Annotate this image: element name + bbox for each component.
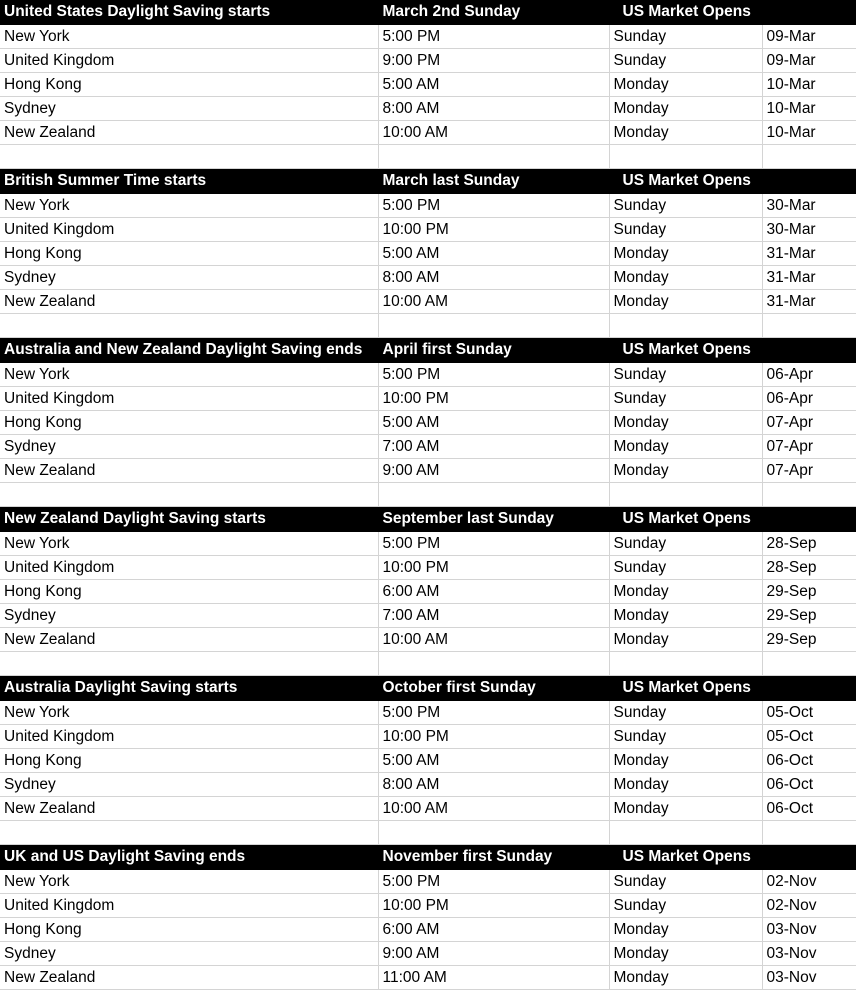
empty-cell[interactable]: [378, 145, 609, 169]
table-row: [0, 363, 856, 387]
day-cell[interactable]: Monday: [609, 242, 762, 266]
section-title-cell[interactable]: British Summer Time starts: [0, 169, 378, 194]
empty-cell[interactable]: [609, 145, 762, 169]
section-rule-cell[interactable]: October first Sunday: [378, 676, 609, 701]
empty-cell[interactable]: [762, 483, 856, 507]
market-opens-cell[interactable]: US Market Opens: [609, 169, 856, 194]
time-cell[interactable]: 9:00 AM: [378, 459, 609, 483]
city-cell[interactable]: United Kingdom: [0, 725, 378, 749]
section-title-cell[interactable]: UK and US Daylight Saving ends: [0, 845, 378, 870]
city-cell[interactable]: New Zealand: [0, 797, 378, 821]
date-cell[interactable]: 06-Oct: [762, 773, 856, 797]
table-row: [0, 290, 856, 314]
empty-cell[interactable]: [0, 145, 378, 169]
city-cell[interactable]: Hong Kong: [0, 580, 378, 604]
day-cell[interactable]: Monday: [609, 73, 762, 97]
table-row: [0, 266, 856, 290]
city-cell[interactable]: United Kingdom: [0, 556, 378, 580]
market-opens-cell[interactable]: US Market Opens: [609, 507, 856, 532]
empty-cell[interactable]: [762, 821, 856, 845]
city-cell[interactable]: Sydney: [0, 773, 378, 797]
table-row: [0, 242, 856, 266]
time-cell[interactable]: 9:00 PM: [378, 49, 609, 73]
empty-cell[interactable]: [762, 145, 856, 169]
day-cell[interactable]: Monday: [609, 797, 762, 821]
table-row: [0, 121, 856, 145]
empty-cell[interactable]: [378, 652, 609, 676]
date-cell[interactable]: 03-Nov: [762, 942, 856, 966]
date-cell[interactable]: 07-Apr: [762, 435, 856, 459]
blank-row: [0, 821, 856, 845]
table-row: [0, 749, 856, 773]
blank-row: [0, 314, 856, 338]
empty-cell[interactable]: [762, 314, 856, 338]
section-rule-cell[interactable]: September last Sunday: [378, 507, 609, 532]
date-cell[interactable]: 06-Oct: [762, 797, 856, 821]
time-cell[interactable]: 6:00 AM: [378, 918, 609, 942]
day-cell[interactable]: Monday: [609, 411, 762, 435]
time-cell[interactable]: 8:00 AM: [378, 773, 609, 797]
time-cell[interactable]: 5:00 AM: [378, 411, 609, 435]
city-cell[interactable]: Sydney: [0, 266, 378, 290]
time-cell[interactable]: 5:00 PM: [378, 25, 609, 49]
date-cell[interactable]: 31-Mar: [762, 242, 856, 266]
city-cell[interactable]: United Kingdom: [0, 387, 378, 411]
date-cell[interactable]: 05-Oct: [762, 701, 856, 725]
day-cell[interactable]: Monday: [609, 266, 762, 290]
table-row: [0, 966, 856, 990]
day-cell[interactable]: Monday: [609, 290, 762, 314]
blank-row: [0, 483, 856, 507]
day-cell[interactable]: Monday: [609, 580, 762, 604]
empty-cell[interactable]: [0, 821, 378, 845]
section-header-row: [0, 845, 856, 870]
day-cell[interactable]: Sunday: [609, 194, 762, 218]
time-cell[interactable]: 5:00 AM: [378, 73, 609, 97]
time-cell[interactable]: 8:00 AM: [378, 266, 609, 290]
section-rule-cell[interactable]: March last Sunday: [378, 169, 609, 194]
date-cell[interactable]: 10-Mar: [762, 97, 856, 121]
table-row: [0, 218, 856, 242]
time-cell[interactable]: 5:00 PM: [378, 701, 609, 725]
city-cell[interactable]: Sydney: [0, 942, 378, 966]
city-cell[interactable]: New Zealand: [0, 121, 378, 145]
time-cell[interactable]: 5:00 AM: [378, 749, 609, 773]
time-cell[interactable]: 10:00 PM: [378, 387, 609, 411]
day-cell[interactable]: Sunday: [609, 532, 762, 556]
date-cell[interactable]: 09-Mar: [762, 25, 856, 49]
time-cell[interactable]: 10:00 PM: [378, 556, 609, 580]
day-cell[interactable]: Sunday: [609, 363, 762, 387]
day-cell[interactable]: Monday: [609, 966, 762, 990]
section-rule-cell[interactable]: April first Sunday: [378, 338, 609, 363]
empty-cell[interactable]: [609, 483, 762, 507]
city-cell[interactable]: Hong Kong: [0, 242, 378, 266]
time-cell[interactable]: 10:00 AM: [378, 121, 609, 145]
time-cell[interactable]: 5:00 PM: [378, 532, 609, 556]
empty-cell[interactable]: [378, 821, 609, 845]
table-row: [0, 580, 856, 604]
table-row: [0, 725, 856, 749]
city-cell[interactable]: New York: [0, 701, 378, 725]
date-cell[interactable]: 30-Mar: [762, 218, 856, 242]
table-row: [0, 49, 856, 73]
table-row: [0, 942, 856, 966]
day-cell[interactable]: Monday: [609, 435, 762, 459]
table-row: [0, 194, 856, 218]
section-title-cell[interactable]: United States Daylight Saving starts: [0, 0, 378, 25]
table-row: [0, 894, 856, 918]
section-header-row: [0, 169, 856, 194]
date-cell[interactable]: 09-Mar: [762, 49, 856, 73]
section-title-cell[interactable]: Australia and New Zealand Daylight Saving ends: [0, 338, 378, 363]
city-cell[interactable]: United Kingdom: [0, 49, 378, 73]
table-row: [0, 25, 856, 49]
day-cell[interactable]: Sunday: [609, 556, 762, 580]
table-row: [0, 73, 856, 97]
day-cell[interactable]: Monday: [609, 749, 762, 773]
section-rule-cell[interactable]: November first Sunday: [378, 845, 609, 870]
date-cell[interactable]: 28-Sep: [762, 532, 856, 556]
empty-cell[interactable]: [609, 314, 762, 338]
date-cell[interactable]: 10-Mar: [762, 73, 856, 97]
table-row: [0, 97, 856, 121]
city-cell[interactable]: United Kingdom: [0, 218, 378, 242]
date-cell[interactable]: 31-Mar: [762, 290, 856, 314]
day-cell[interactable]: Sunday: [609, 49, 762, 73]
time-cell[interactable]: 10:00 AM: [378, 797, 609, 821]
market-opens-cell[interactable]: US Market Opens: [609, 676, 856, 701]
date-cell[interactable]: 28-Sep: [762, 556, 856, 580]
time-cell[interactable]: 10:00 AM: [378, 290, 609, 314]
table-row: [0, 773, 856, 797]
time-cell[interactable]: 10:00 PM: [378, 894, 609, 918]
city-cell[interactable]: Hong Kong: [0, 749, 378, 773]
city-cell[interactable]: New York: [0, 25, 378, 49]
section-header-row: [0, 676, 856, 701]
section-title-cell[interactable]: New Zealand Daylight Saving starts: [0, 507, 378, 532]
time-cell[interactable]: 9:00 AM: [378, 942, 609, 966]
day-cell[interactable]: Sunday: [609, 218, 762, 242]
day-cell[interactable]: Monday: [609, 459, 762, 483]
blank-row: [0, 652, 856, 676]
time-cell[interactable]: 5:00 PM: [378, 870, 609, 894]
day-cell[interactable]: Sunday: [609, 25, 762, 49]
table-row: [0, 532, 856, 556]
city-cell[interactable]: New Zealand: [0, 459, 378, 483]
date-cell[interactable]: 06-Apr: [762, 387, 856, 411]
date-cell[interactable]: 06-Oct: [762, 749, 856, 773]
table-row: [0, 870, 856, 894]
day-cell[interactable]: Sunday: [609, 701, 762, 725]
section-rule-cell[interactable]: March 2nd Sunday: [378, 0, 609, 25]
city-cell[interactable]: New York: [0, 194, 378, 218]
time-cell[interactable]: 11:00 AM: [378, 966, 609, 990]
time-cell[interactable]: 7:00 AM: [378, 435, 609, 459]
date-cell[interactable]: 29-Sep: [762, 604, 856, 628]
table-row: [0, 628, 856, 652]
city-cell[interactable]: New York: [0, 870, 378, 894]
market-opens-cell[interactable]: US Market Opens: [609, 338, 856, 363]
date-cell[interactable]: 29-Sep: [762, 580, 856, 604]
section-header-row: [0, 507, 856, 532]
empty-cell[interactable]: [0, 314, 378, 338]
empty-cell[interactable]: [762, 652, 856, 676]
section-header-row: [0, 0, 856, 25]
city-cell[interactable]: Hong Kong: [0, 411, 378, 435]
day-cell[interactable]: Sunday: [609, 725, 762, 749]
table-row: [0, 556, 856, 580]
city-cell[interactable]: New Zealand: [0, 966, 378, 990]
time-cell[interactable]: 7:00 AM: [378, 604, 609, 628]
table-row: [0, 387, 856, 411]
time-cell[interactable]: 5:00 PM: [378, 363, 609, 387]
blank-row: [0, 145, 856, 169]
section-title-cell[interactable]: Australia Daylight Saving starts: [0, 676, 378, 701]
date-cell[interactable]: 10-Mar: [762, 121, 856, 145]
table-row: [0, 701, 856, 725]
date-cell[interactable]: 02-Nov: [762, 870, 856, 894]
day-cell[interactable]: Monday: [609, 121, 762, 145]
city-cell[interactable]: Hong Kong: [0, 918, 378, 942]
city-cell[interactable]: United Kingdom: [0, 894, 378, 918]
date-cell[interactable]: 02-Nov: [762, 894, 856, 918]
market-opens-cell[interactable]: US Market Opens: [609, 0, 856, 25]
city-cell[interactable]: Sydney: [0, 604, 378, 628]
time-cell[interactable]: 10:00 PM: [378, 218, 609, 242]
day-cell[interactable]: Monday: [609, 628, 762, 652]
table-row: [0, 918, 856, 942]
city-cell[interactable]: Hong Kong: [0, 73, 378, 97]
table-row: [0, 435, 856, 459]
empty-cell[interactable]: [378, 483, 609, 507]
day-cell[interactable]: Monday: [609, 604, 762, 628]
table-row: [0, 459, 856, 483]
date-cell[interactable]: 03-Nov: [762, 966, 856, 990]
date-cell[interactable]: 07-Apr: [762, 459, 856, 483]
time-cell[interactable]: 6:00 AM: [378, 580, 609, 604]
day-cell[interactable]: Sunday: [609, 870, 762, 894]
table-row: [0, 604, 856, 628]
time-cell[interactable]: 5:00 PM: [378, 194, 609, 218]
section-header-row: [0, 338, 856, 363]
day-cell[interactable]: Monday: [609, 942, 762, 966]
empty-cell[interactable]: [378, 314, 609, 338]
time-cell[interactable]: 8:00 AM: [378, 97, 609, 121]
city-cell[interactable]: Sydney: [0, 97, 378, 121]
empty-cell[interactable]: [0, 652, 378, 676]
day-cell[interactable]: Sunday: [609, 894, 762, 918]
day-cell[interactable]: Monday: [609, 773, 762, 797]
day-cell[interactable]: Monday: [609, 97, 762, 121]
table-row: [0, 411, 856, 435]
city-cell[interactable]: Sydney: [0, 435, 378, 459]
date-cell[interactable]: 07-Apr: [762, 411, 856, 435]
city-cell[interactable]: New Zealand: [0, 628, 378, 652]
time-cell[interactable]: 10:00 PM: [378, 725, 609, 749]
date-cell[interactable]: 31-Mar: [762, 266, 856, 290]
date-cell[interactable]: 06-Apr: [762, 363, 856, 387]
date-cell[interactable]: 03-Nov: [762, 918, 856, 942]
time-cell[interactable]: 5:00 AM: [378, 242, 609, 266]
market-opens-cell[interactable]: US Market Opens: [609, 845, 856, 870]
day-cell[interactable]: Monday: [609, 918, 762, 942]
city-cell[interactable]: New York: [0, 532, 378, 556]
empty-cell[interactable]: [609, 821, 762, 845]
date-cell[interactable]: 29-Sep: [762, 628, 856, 652]
day-cell[interactable]: Sunday: [609, 387, 762, 411]
time-cell[interactable]: 10:00 AM: [378, 628, 609, 652]
table-row: [0, 797, 856, 821]
date-cell[interactable]: 30-Mar: [762, 194, 856, 218]
date-cell[interactable]: 05-Oct: [762, 725, 856, 749]
city-cell[interactable]: New Zealand: [0, 290, 378, 314]
empty-cell[interactable]: [0, 483, 378, 507]
city-cell[interactable]: New York: [0, 363, 378, 387]
empty-cell[interactable]: [609, 652, 762, 676]
